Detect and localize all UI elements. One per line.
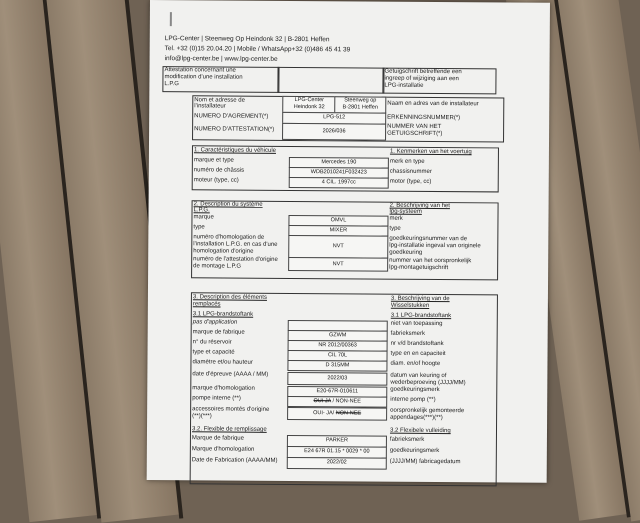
installer-address-line2: B-2801 Heffen	[342, 104, 378, 111]
section3-sub-fr: 3.1 LPG-brandstoftank	[192, 311, 254, 318]
section2-row-nl-label: nummer van het oorspronkelijk	[389, 257, 472, 265]
section3-sub2-nl: 3.2 Flexibele vulleiding	[389, 427, 451, 435]
section2-row-value: MIXER	[288, 225, 388, 237]
section2-row-value: OMVL	[288, 215, 388, 227]
section2-row-fr-label: homologation d'origine	[193, 248, 254, 255]
section3-row-nl-label: datum van keuring of	[390, 372, 447, 380]
section3-row-fr-label: diamètre et/ou hauteur	[192, 359, 253, 366]
section1-row-value: 4 CIL. 1997cc	[289, 177, 389, 189]
section3-title-fr2: remplacés	[192, 301, 221, 308]
section2-title-nl1: 2. Beschrijving van het	[389, 202, 450, 210]
section3-row-nl-label: fabrieksmerk	[390, 330, 426, 337]
agreement-fr-label: NUMERO D'AGREMENT(*)	[194, 113, 269, 120]
section3-row-value: 2022/03	[287, 372, 387, 386]
installer-name-line2: Heindonk 32	[293, 104, 325, 111]
section3-row-value: GZWM	[288, 330, 388, 342]
section2-row-nl-label: type	[389, 225, 401, 232]
section2-row-nl-label: lpg-montagetuigschrift	[389, 264, 449, 272]
section3-row-value: CIL 70L	[287, 350, 387, 362]
section2-title-fr2: L.P.G.	[193, 207, 210, 214]
section3-row-nl-label: interne pomp (**)	[390, 396, 436, 404]
section1-row-fr-label: moteur (type, cc)	[193, 177, 239, 184]
section3-2-row-nl-label: (JJJJ/MM) fabricagedatum	[389, 458, 461, 466]
installer-name-cell	[282, 96, 336, 113]
section3-sub2-fr: 3.2. Flexible de remplissage	[191, 426, 267, 433]
section3-row-nl-label: goedkeuringsmerk	[390, 386, 440, 394]
section2-row-nl-label: goedkeuringsnummer van de	[389, 235, 468, 243]
section3-row-fr-label: date d'épreuve (AAAA / MM)	[192, 371, 269, 378]
section3-row-nl-label: type en en capaciteit	[390, 350, 446, 358]
section3-row-fr-label: (**)(***)	[192, 413, 212, 420]
attestation-nl-label2: GETUIGSCHRIFT(*)	[387, 130, 443, 138]
agreement-nl-label: ERKENNINGSNUMMER(*)	[387, 114, 461, 122]
section2-row-fr-label: numéro d'homologation de	[193, 234, 265, 241]
section1-row-fr-label: numéro de châssis	[193, 167, 245, 174]
section2-row-fr-label: type	[193, 224, 205, 231]
selected-option: / NON-NEE	[332, 398, 361, 405]
section3-row-fr-label: n° du réservoir	[192, 339, 232, 346]
company-line: LPG-Center | Steenweg Op Heindonk 32 | B-2801 Heffen	[164, 35, 330, 44]
section1-row-nl-label: merk en type	[389, 158, 425, 165]
section2-row-fr-label: l'installation L.P.G. en cas d'une	[193, 241, 278, 248]
section1-title-fr: 1. Caractéristiques du véhicule	[193, 147, 277, 154]
title-nl-line1: Getuigschrift betreffende een	[384, 68, 462, 76]
installer-address-line1: Steenweg op	[344, 97, 377, 104]
section3-2-row-fr-label: Date de Fabrication (AAAA/MM)	[191, 457, 278, 464]
section3-row-nl-label: diam. en/of hoogte	[390, 360, 441, 368]
section1-row-fr-label: marque et type	[193, 157, 234, 164]
section3-title-fr1: 3. Description des éléments	[192, 294, 267, 301]
section3-row-nl-label: nr v/d brandstoftank	[390, 340, 444, 348]
attestation-number-value: 2026/036	[282, 123, 386, 141]
section3-row-fr-label: pompe interne (**)	[192, 395, 241, 402]
section1-row-value: WDB2010241F032423	[289, 167, 389, 179]
section3-row-fr-label: pas d'application	[192, 319, 238, 326]
section3-2-row-value: E24 67R 01.15 * 0029 * 00	[287, 446, 387, 459]
section3-row-fr-label: marque de fabrique	[192, 329, 245, 336]
section2-row-nl-label: goedkeuring	[389, 249, 423, 256]
section2-row-value: NVT	[288, 235, 388, 259]
title-fr-line1: Attestation concernant une	[164, 67, 236, 74]
section1-row-nl-label: chassisnummer	[389, 168, 432, 175]
section3-row-value	[287, 407, 387, 421]
section3-row-value	[287, 396, 387, 408]
section3-row-value: E20-67R-010611	[287, 386, 387, 398]
title-nl-line2: ingreep of wijziging aan een	[384, 75, 459, 83]
struck-option: OUI JA	[313, 398, 331, 405]
attestation-fr-label: NUMERO D'ATTESTATION(*)	[194, 126, 275, 133]
section2-row-fr-label: de montage L.P.G	[193, 263, 242, 270]
section3-row-nl-label: niet van toepassing	[390, 320, 443, 328]
section2-title-fr1: 2. Description du système	[193, 201, 263, 208]
section3-2-row-fr-label: Marque d'homologation	[191, 446, 255, 453]
installer-fr-label1: Nom et adresse de	[194, 97, 246, 104]
title-fr-line2: modification d'une installation	[164, 74, 243, 81]
installer-fr-label2: l'installateur	[194, 103, 226, 110]
section3-sub-nl: 3.1 LPG-brandstoftank	[390, 312, 452, 320]
section2-row-nl-label: merk	[389, 215, 403, 222]
section3-row-nl-label: oorspronkelijk gemonteerde	[390, 407, 465, 415]
attestation-nl-label1: NUMMER VAN HET	[387, 123, 442, 131]
section3-2-row-value: PARKER	[287, 435, 387, 448]
section3-2-row-nl-label: fabrieksmerk	[389, 436, 425, 443]
section3-title-nl2: Wisselstukken	[390, 302, 430, 309]
struck-option: NON-NEE	[335, 410, 362, 417]
section3-row-fr-label: accessoires montés d'origine	[192, 406, 270, 413]
section3-title-nl1: 3. Beschrijving van de	[390, 295, 450, 303]
section3-2-row-nl-label: goedkeuringsmerk	[389, 447, 440, 455]
section1-row-value: Mercedes 190	[289, 157, 389, 169]
lpg-certificate-document	[147, 0, 550, 483]
section3-row-value: NR 2012/00363	[288, 340, 388, 352]
agreement-number-value: LPG-512	[282, 112, 386, 125]
section3-row-fr-label: marque d'homologation	[192, 385, 255, 392]
section3-row-nl-label: wederbeproeving (JJJJ/MM)	[390, 379, 466, 387]
section2-row-fr-label: numéro de l'attestation d'origine	[193, 256, 278, 263]
installer-name-line1: LPG-Center	[294, 97, 324, 104]
section3-row-fr-label: type et capacité	[192, 349, 235, 356]
title-nl-line3: LPG-installatie	[384, 82, 424, 89]
phone-line: Tel. +32 (0)15 20.04.20 | Mobile / WhatsApp+32 (0)486 45 41 39	[164, 45, 351, 54]
section3-2-row-value: 2022/02	[287, 457, 387, 470]
section3-2-row-fr-label: Marque de fabrique	[191, 435, 245, 442]
section2-title-nl2: lpg-systeem	[389, 208, 422, 215]
staple-mark	[170, 12, 172, 26]
title-empty-box	[277, 67, 384, 94]
installer-nl-label: Naam en adres van de installateur	[387, 100, 479, 108]
installer-address-cell	[334, 96, 386, 113]
section2-row-fr-label: marque	[193, 214, 214, 221]
section1-title-nl: 1. Kenmerken van het voertuig	[389, 148, 472, 156]
section3-row-value: D 315MM	[287, 360, 387, 372]
section2-row-nl-label: lpg-installatie ingeval van originele	[389, 242, 481, 250]
selected-option: OUI- JA/	[313, 410, 335, 417]
section2-row-value: NVT	[288, 257, 388, 272]
section3-row-nl-label: appendages(***)(**)	[390, 414, 443, 422]
section1-row-nl-label: motor (type, cc)	[389, 178, 432, 185]
web-line: info@lpg-center.be | www.lpg-center.be	[164, 55, 278, 63]
title-fr-line3: L.P.G	[164, 81, 180, 88]
